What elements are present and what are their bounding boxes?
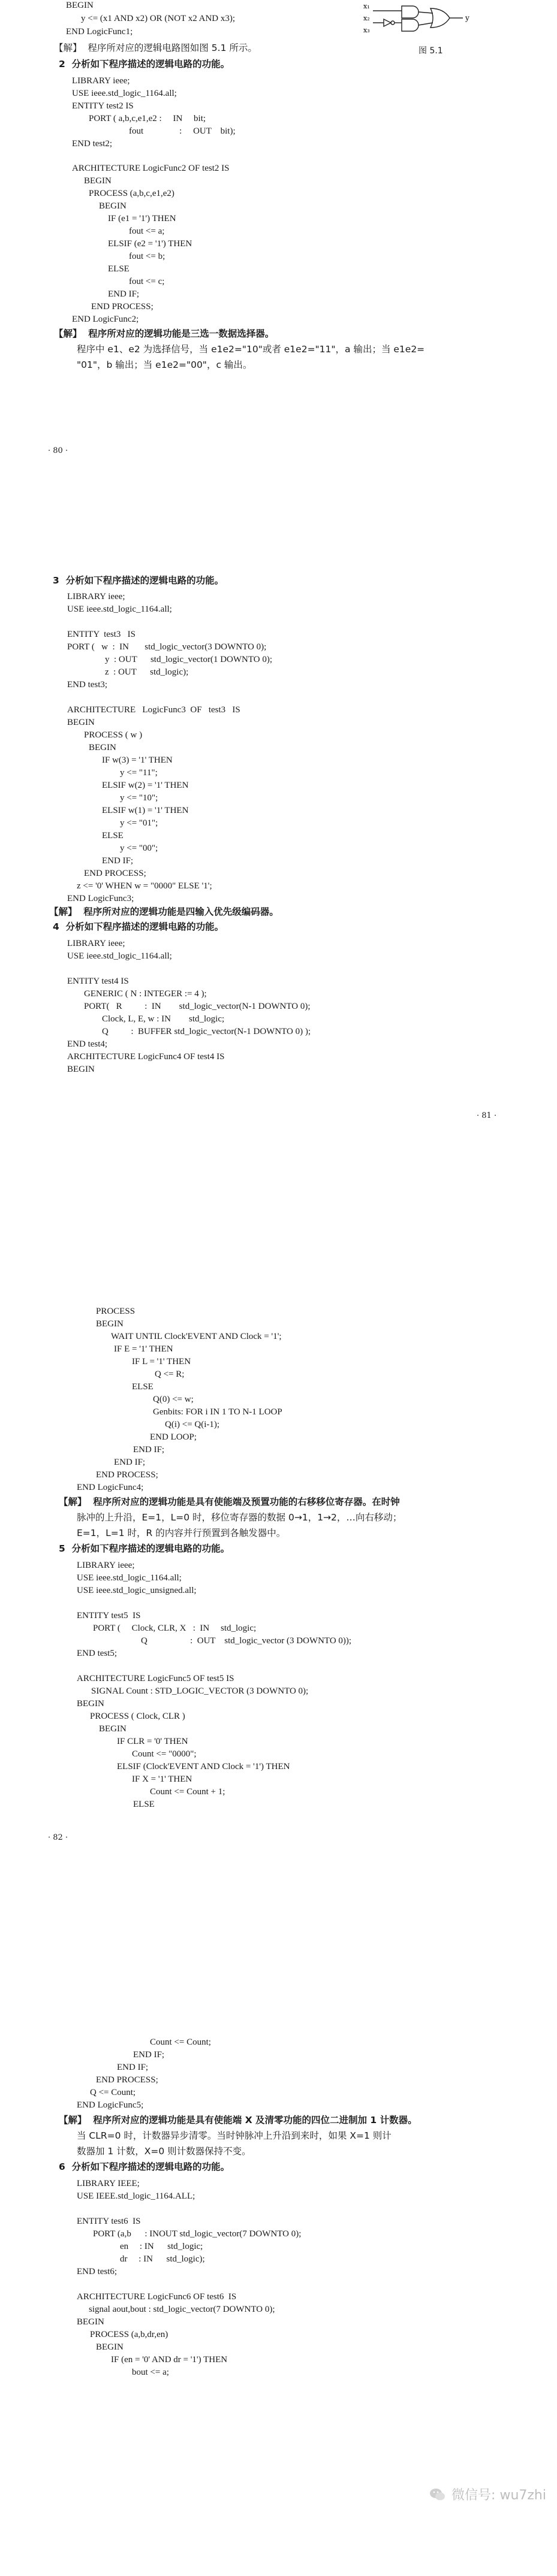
figure-caption: 图 5.1 [418,46,443,56]
code-line: BEGIN [77,2317,104,2327]
code-line: ELSE [133,1800,155,1809]
code-line: Count <= "0000"; [132,1749,197,1759]
code-line: y <= "11"; [120,768,158,778]
code-line: y <= "01"; [120,818,158,828]
code-line: PROCESS [96,1307,136,1316]
code-line: END test3; [67,680,108,690]
page-number: · 81 · [477,1111,497,1120]
code-line: USE ieee.std_logic_unsigned.all; [77,1586,197,1595]
code-line: END IF; [114,1458,146,1467]
code-line: ELSIF (e2 = '1') THEN [108,239,192,249]
code-line: ELSIF w(1) = '1' THEN [102,806,189,815]
code-line: Clock, L, E, w : IN std_logic; [102,1014,225,1024]
text-line: 数器加 1 计数，X=0 则计数器保持不变。 [77,2146,251,2157]
code-line: fout <= a; [129,226,165,236]
code-line: END PROCESS; [91,302,153,312]
code-line: IF E = '1' THEN [114,1344,173,1354]
text-line: 【解】 程序所对应的逻辑电路图如图 5.1 所示。 [54,43,257,53]
code-line: z : OUT std_logic); [105,667,189,677]
code-line: fout : OUT bit); [129,126,236,136]
code-line: dr : IN std_logic); [120,2254,205,2264]
book-page [0,0,557,539]
code-line: ELSE [102,831,124,840]
code-line: LIBRARY ieee; [67,939,125,948]
book-page [0,1306,557,1845]
code-line: WAIT UNTIL Clock'EVENT AND Clock = '1'; [111,1332,282,1341]
code-line: bout <= a; [132,2368,169,2377]
code-line: Q <= Count; [90,2088,136,2097]
code-line: BEGIN [66,1,94,10]
code-line: BEGIN [89,743,116,752]
code-line: PORT ( w : IN std_logic_vector(3 DOWNTO 0); [67,642,267,652]
text-line: 当 CLR=0 时，计数器异步清零。当时钟脉冲上升沿到来时，如果 X=1 则计 [77,2130,392,2141]
code-line: Q(i) <= Q(i-1); [165,1420,220,1429]
code-line: END LOOP; [150,1432,197,1442]
text-line: 【解】 程序所对应的逻辑功能是三选一数据选择器。 [54,328,275,339]
code-line: END test5; [77,1649,118,1658]
text-line: 【解】 程序所对应的逻辑功能是具有使能端 X 及清零功能的四位二进制加 1 计数器。 [59,2115,417,2125]
text-line: 5 分析如下程序描述的逻辑电路的功能。 [59,1543,230,1554]
code-line: ENTITY test3 IS [67,630,136,639]
code-line: IF (e1 = '1') THEN [108,214,176,223]
code-line: USE ieee.std_logic_1164.all; [67,951,172,961]
code-line: ARCHITECTURE LogicFunc4 OF test4 IS [67,1052,225,1062]
code-line: signal aout,bout : std_logic_vector(7 DOWNTO 0); [89,2305,275,2314]
logic-circuit-figure [360,0,492,36]
code-line: GENERIC ( N : INTEGER := 4 ); [84,989,207,999]
code-line: Q <= R; [155,1369,185,1379]
code-line: END LogicFunc4; [77,1483,144,1492]
code-line: PORT (a,b : INOUT std_logic_vector(7 DOWNTO 0); [93,2229,302,2239]
code-line: ENTITY test2 IS [72,101,134,111]
code-line: ARCHITECTURE LogicFunc5 OF test5 IS [77,1674,234,1683]
code-line: END test4; [67,1039,108,1049]
code-line: IF w(3) = '1' THEN [102,755,173,765]
code-line: ENTITY test6 IS [77,2217,141,2226]
code-line: IF L = '1' THEN [132,1357,191,1366]
code-line: END IF; [117,2063,149,2072]
code-line: y : OUT std_logic_vector(1 DOWNTO 0); [105,655,272,664]
code-line: END PROCESS; [96,2075,158,2085]
code-line: END PROCESS; [96,1470,158,1480]
code-line: END IF; [102,856,134,866]
code-line: LIBRARY ieee; [67,592,125,601]
code-line: en : IN std_logic; [120,2242,203,2251]
code-line: END PROCESS; [84,869,146,878]
code-line: IF (en = '0' AND dr = '1') THEN [111,2355,228,2365]
figure-input-x1: x₁ [363,2,370,10]
text-line: 程序中 e1、e2 为选择信号，当 e1e2="10"或者 e1e2="11"，a 输出；当 e1e2= [77,344,425,355]
code-line: BEGIN [84,176,112,186]
page-number: · 80 · [48,446,68,455]
code-line: Q : BUFFER std_logic_vector(N-1 DOWNTO 0) ); [102,1027,311,1036]
code-line: fout <= b; [129,252,165,261]
code-line: BEGIN [99,1724,127,1734]
code-line: USE ieee.std_logic_1164.all; [72,89,177,98]
text-line: 2 分析如下程序描述的逻辑电路的功能。 [59,59,230,69]
text-line: 6 分析如下程序描述的逻辑电路的功能。 [59,2161,230,2172]
code-line: BEGIN [77,1699,104,1709]
code-line: END IF; [133,2050,165,2060]
code-line: ELSE [108,264,130,274]
code-line: Count <= Count + 1; [150,1787,225,1797]
code-line: END LogicFunc3; [67,894,134,903]
code-line: BEGIN [99,201,127,211]
code-line: Count <= Count; [150,2037,211,2047]
code-line: END test6; [77,2267,118,2276]
code-line: ELSIF (Clock'EVENT AND Clock = '1') THEN [117,1762,290,1771]
code-line: USE ieee.std_logic_1164.all; [67,604,172,614]
wechat-icon [429,2486,447,2504]
text-line: 脉冲的上升沿，E=1，L=0 时，移位寄存器的数据 0→1，1→2，…向右移动； [77,1512,402,1523]
code-line: Genbits: FOR i IN 1 TO N-1 LOOP [153,1407,282,1417]
code-line: Q(0) <= w; [153,1395,194,1404]
code-line: PROCESS (a,b,c,e1,e2) [89,189,174,198]
code-line: BEGIN [67,718,95,727]
code-line: PORT ( a,b,c,e1,e2 : IN bit; [89,114,206,123]
text-line: 4 分析如下程序描述的逻辑电路的功能。 [53,921,224,932]
code-line: END IF; [133,1445,165,1455]
text-line: "01"，b 输出；当 e1e2="00"，c 输出。 [77,359,252,370]
code-line: z <= '0' WHEN w = "0000" ELSE '1'; [77,881,212,891]
text-line: 3 分析如下程序描述的逻辑电路的功能。 [53,575,224,586]
code-line: PORT ( Clock, CLR, X : IN std_logic; [93,1623,257,1633]
code-line: END LogicFunc5; [77,2100,144,2110]
code-line: ELSE [132,1382,153,1392]
text-line: E=1，L=1 时，R 的内容并行预置到各触发器中。 [77,1528,286,1538]
code-line: PORT( R : IN std_logic_vector(N-1 DOWNTO 0); [84,1002,311,1011]
code-line: IF X = '1' THEN [132,1774,192,1784]
watermark-text: 微信号: wu7zhi [451,2488,546,2503]
code-line: ARCHITECTURE LogicFunc2 OF test2 IS [72,164,230,173]
code-line: ARCHITECTURE LogicFunc3 OF test3 IS [67,705,240,715]
code-line: ELSIF w(2) = '1' THEN [102,781,189,790]
code-line: BEGIN [96,2342,124,2352]
code-line: y <= "10"; [120,793,158,803]
wechat-watermark [429,2485,546,2504]
figure-input-x2: x₂ [363,14,370,22]
figure-output-y: y [465,14,469,22]
code-line: LIBRARY ieee; [77,1561,135,1570]
code-line: BEGIN [67,1065,95,1074]
code-line: PROCESS (a,b,dr,en) [90,2330,168,2339]
code-line: Q : OUT std_logic_vector (3 DOWNTO 0)); [141,1636,352,1646]
page-number: · 82 · [48,1833,68,1842]
code-line: USE IEEE.std_logic_1164.ALL; [77,2191,195,2201]
code-line: END LogicFunc1; [66,27,133,37]
code-line: IF CLR = '0' THEN [117,1737,188,1746]
text-line: 【解】 程序所对应的逻辑功能是具有使能端及预置功能的右移移位寄存器。在时钟 [59,1496,400,1507]
text-line: 【解】 程序所对应的逻辑功能是四输入优先级编码器。 [49,906,279,917]
code-line: END LogicFunc2; [72,315,139,324]
code-line: LIBRARY IEEE; [77,2179,140,2188]
code-line: ENTITY test5 IS [77,1611,141,1620]
code-line: LIBRARY ieee; [72,76,130,86]
code-line: END test2; [72,139,113,149]
code-line: PROCESS ( w ) [84,730,143,740]
code-line: END IF; [108,289,140,299]
code-line: PROCESS ( Clock, CLR ) [90,1712,185,1721]
code-line: y <= (x1 AND x2) OR (NOT x2 AND x3); [81,14,236,23]
code-line: SIGNAL Count : STD_LOGIC_VECTOR (3 DOWNTO 0); [91,1686,309,1696]
code-line: ENTITY test4 IS [67,976,129,986]
book-page [0,575,557,1120]
code-line: fout <= c; [129,277,165,286]
code-line: BEGIN [96,1319,124,1329]
code-line: ARCHITECTURE LogicFunc6 OF test6 IS [77,2292,237,2302]
code-line: USE ieee.std_logic_1164.all; [77,1573,182,1583]
figure-input-x3: x₃ [363,26,370,34]
code-line: y <= "00"; [120,843,158,853]
